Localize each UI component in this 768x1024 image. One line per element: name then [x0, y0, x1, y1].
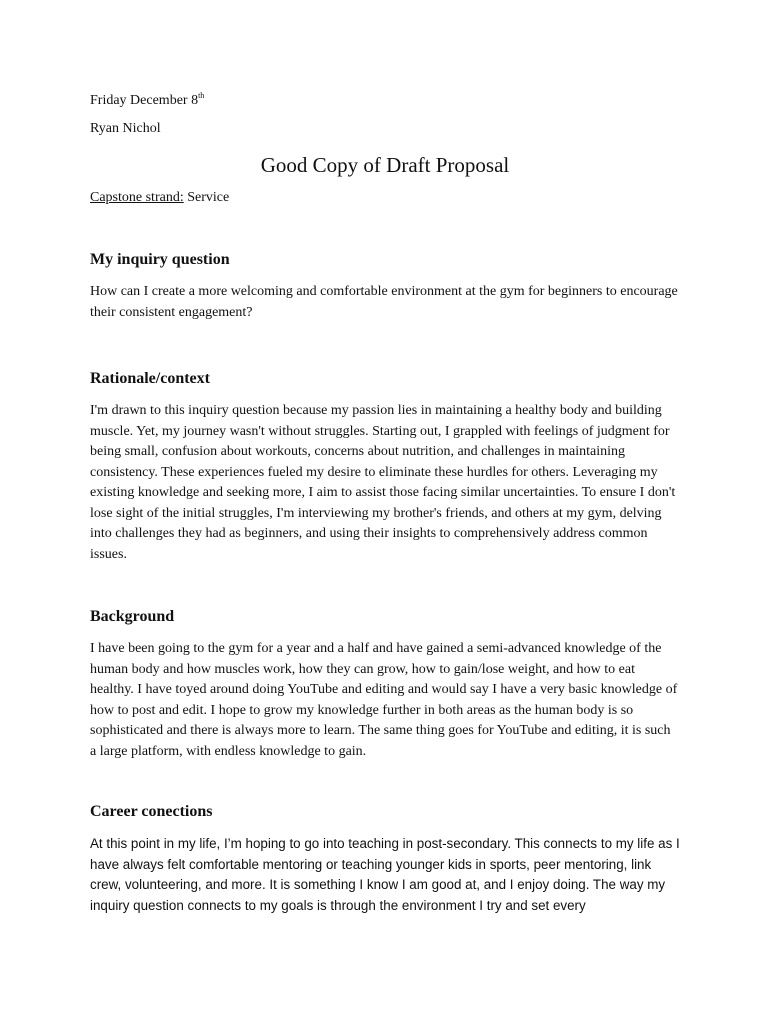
section-heading-rationale: Rationale/context	[90, 370, 210, 387]
section-career	[90, 800, 680, 916]
section-body-background: I have been going to the gym for a year and a half and have gained a semi-advanced knowledge of the human body and how muscles work, how they can grow, how to gain/lose weight, and how to eat healthy. I have toyed around doing YouTube and editing and would say I have a very basic knowledge of how to post and edit. I hope to grow my knowledge further in both areas as the human body is so sophisticated and there is always more to learn. The same thing goes for YouTube and editing, it is such a large platform, with endless knowledge to gain.	[90, 641, 678, 759]
date-ordinal-suffix: th	[198, 91, 205, 100]
section-heading-background: Background	[90, 608, 175, 625]
date-line	[90, 88, 680, 114]
document-title: Good Copy of Draft Proposal	[260, 153, 510, 177]
section-body-inquiry: How can I create a more welcoming and comfortable environment at the gym for beginners to encourage their consistent engagement?	[90, 284, 678, 320]
section-heading-career: Career conections	[90, 803, 213, 820]
author-name: Ryan Nichol	[90, 121, 161, 136]
document-page	[90, 88, 680, 916]
section-rationale	[90, 367, 680, 565]
date-text: Friday December 8	[90, 93, 199, 108]
capstone-strand	[90, 186, 680, 210]
section-body-rationale: I'm drawn to this inquiry question because my passion lies in maintaining a healthy body and building muscle. Yet, my journey wasn't without struggles. Starting out, I grappled with feelings of judgment for being small, confusion about workouts, concerns about nutrition, and challenges in maintaining consistency. These experiences fueled my desire to eliminate these hurdles for others. Leveraging my existing knowledge and seeking more, I aim to assist those facing similar uncertainties. To ensure I don't lose sight of the initial struggles, I'm interviewing my brother's friends, and others at my gym, delving into challenges they had as beginners, and using their insights to comprehensively address common issues.	[90, 403, 676, 562]
capstone-strand-value: Service	[187, 190, 230, 205]
section-background	[90, 605, 680, 762]
section-body-career: At this point in my life, I’m hoping to go into teaching in post-secondary. This connects to my life as I have always felt comfortable mentoring or teaching younger kids in sports, peer mentoring, link crew, volunteering, and more. It is something I know I am good at, and I enjoy doing. The way my inquiry question connects to my goals is through the environment I try and set every	[90, 836, 680, 913]
section-inquiry	[90, 248, 680, 323]
section-heading-inquiry: My inquiry question	[90, 251, 230, 268]
capstone-strand-label: Capstone strand:	[90, 190, 184, 205]
